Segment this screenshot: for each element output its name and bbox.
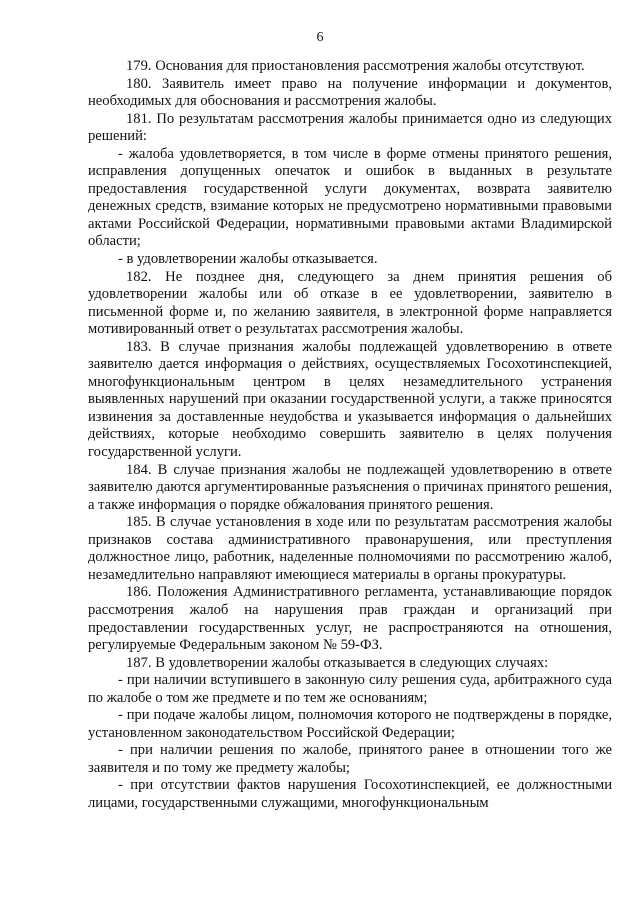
paragraph-185: 185. В случае установления в ходе или по результатам рассмотрения жалобы признаков состава административного правонарушения, или преступления должностное лицо, работник, наделенные полномочиями по рассмотрению жалоб, незамедлительно направляют имеющиеся материалы в органы прокуратуры.: [88, 514, 612, 583]
list-item-complaint-satisfied: - жалоба удовлетворяется, в том числе в форме отмены принятого решения, исправления допущенных опечаток и ошибок в выданных в результате предоставления государственной услуги документах, возврата заявителю денежных средств, взимание которых не предусмотрено нормативными правовыми актами Российской Федерации, нормативными правовыми актами Владимирской области;: [88, 145, 612, 250]
list-item-unconfirmed-authority: - при подаче жалобы лицом, полномочия которого не подтверждены в порядке, установленном законодательством Российской Федерации;: [88, 707, 612, 741]
paragraph-181: 181. По результатам рассмотрения жалобы принимается одно из следующих решений:: [88, 110, 612, 145]
list-item-court-decision: - при наличии вступившего в законную силу решения суда, арбитражного суда по жалобе о том же предмете и по тем же основаниям;: [88, 672, 612, 706]
list-item-prior-decision: - при наличии решения по жалобе, принятого ранее в отношении того же заявителя и по тому же предмету жалобы;: [88, 742, 612, 776]
page-number: 6: [316, 30, 324, 45]
paragraph-186: 186. Положения Административного регламента, устанавливающие порядок рассмотрения жалоб на нарушения прав граждан и организаций при предоставлении государственных услуг, не распространяются на отношения, регулируемые Федеральным законом № 59-ФЗ.: [88, 584, 612, 654]
paragraph-182: 182. Не позднее дня, следующего за днем принятия решения об удовлетворении жалобы или об отказе в ее удовлетворении, заявителю в письменной форме и, по желанию заявителя, в электронной форме направляется мотивированный ответ о результатах рассмотрения жалобы.: [88, 268, 612, 338]
list-item-complaint-refused: - в удовлетворении жалобы отказывается.: [118, 251, 378, 268]
list-item-no-violation: - при отсутствии фактов нарушения Госохотинспекцией, ее должностными лицами, государственными служащими, многофункциональным: [88, 777, 612, 811]
paragraph-183: 183. В случае признания жалобы подлежащей удовлетворению в ответе заявителю дается информация о действиях, осуществляемых Госохотинспекцией, многофункциональным центром в целях незамедлительного устранения выявленных нарушений при оказании государственной услуги, а также приносятся извинения за доставленные неудобства и указывается информация о дальнейших действиях, которые необходимо совершить заявителю в целях получения государственной услуги.: [88, 338, 612, 461]
paragraph-179: 179. Основания для приостановления рассмотрения жалобы отсутствуют.: [126, 58, 585, 74]
paragraph-180: 180. Заявитель имеет право на получение информации и документов, необходимых для обоснования и рассмотрения жалобы.: [88, 75, 612, 110]
document-body: [88, 58, 612, 813]
paragraph-184: 184. В случае признания жалобы не подлежащей удовлетворению в ответе заявителю даются аргументированные разъяснения о причинах принятого решения, а также информация о порядке обжалования принятого решения.: [88, 461, 612, 513]
paragraph-187: 187. В удовлетворении жалобы отказывается в следующих случаях:: [126, 654, 549, 671]
